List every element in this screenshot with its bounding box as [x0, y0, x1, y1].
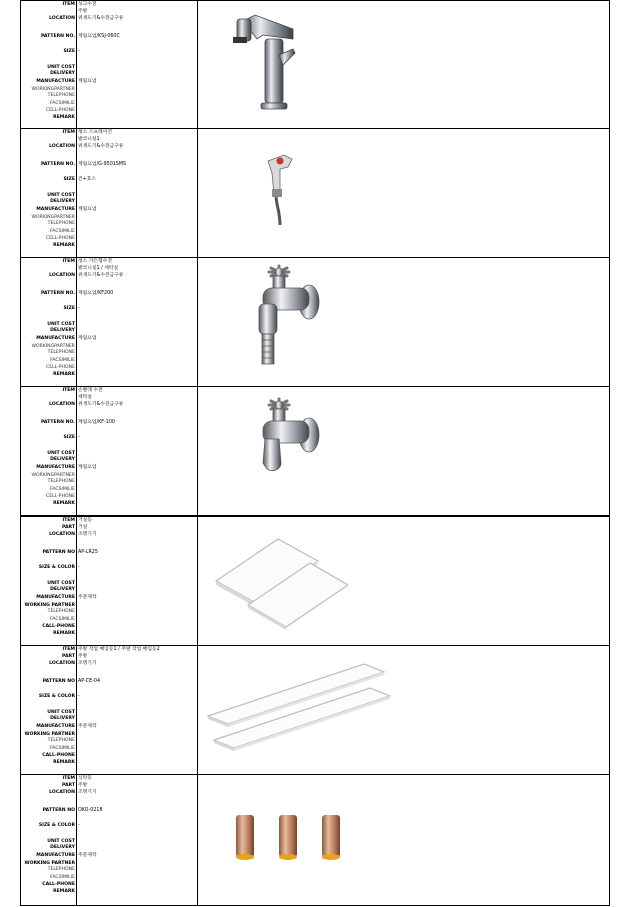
field-label: FACSIMILIE [50, 487, 75, 492]
field-value: 거실 [78, 525, 88, 530]
field-label: CELL-PHONE [46, 236, 75, 241]
field-value: 계림요업 [78, 336, 97, 341]
copper-cylinder-pendants-icon [230, 813, 350, 868]
field-value: 조명기기 [78, 532, 97, 537]
field-value: 위생도기&수전금구류 [78, 402, 124, 407]
field-label: FACSIMILIE [50, 746, 75, 751]
value-column [76, 775, 198, 905]
field-label: CALL-PHONE [42, 753, 75, 758]
field-label: DELIVERY [50, 457, 75, 462]
field-label: SIZE & COLOR [38, 565, 75, 570]
field-label: LOCATION [49, 273, 75, 278]
product-photo [198, 129, 609, 257]
field-label: LOCATION [49, 402, 75, 407]
field-label: CELL-PHONE [46, 494, 75, 499]
field-value: - [78, 694, 80, 699]
field-label: PATTERN NO. [40, 34, 75, 39]
label-column [21, 1, 77, 128]
value-column [76, 258, 198, 386]
field-label: LOCATION [49, 532, 75, 537]
field-label: WORKING PARTNER [24, 732, 75, 737]
field-label: PATTERN NO. [40, 420, 75, 425]
product-photo [198, 646, 609, 774]
field-value: 조명기기 [78, 661, 97, 666]
field-label: MANUFACTURE [36, 724, 75, 729]
field-label: CALL-PHONE [42, 882, 75, 887]
field-label: PATTERN NO [42, 550, 75, 555]
field-label: FACSIMILIE [50, 875, 75, 880]
field-label: MANUFACTURE [36, 595, 75, 600]
field-label: WORKING PARTNER [24, 861, 75, 866]
field-label: SIZE [63, 177, 75, 182]
field-label: TELEPHONE [47, 221, 75, 226]
field-value: 위생도기&수전금구류 [78, 144, 124, 149]
product-block [20, 258, 610, 387]
field-value: 거실등 [78, 518, 92, 523]
field-value: 주방 [78, 654, 88, 659]
product-block [20, 775, 610, 906]
field-label: FACSIMILIE [50, 617, 75, 622]
label-column [21, 129, 77, 257]
value-column [76, 646, 198, 774]
field-label: LOCATION [49, 661, 75, 666]
field-label: REMARK [53, 243, 75, 248]
field-value: - [78, 49, 80, 54]
field-value: 주문제작 [78, 724, 97, 729]
field-label: WORKINGPARTNER [31, 215, 75, 220]
wall-faucet-icon [243, 397, 328, 492]
field-label: UNIT COST [47, 839, 75, 844]
field-label: ITEM [62, 2, 75, 7]
field-value: 계림요업/KF200 [78, 291, 114, 296]
field-value: 발코니실1 [78, 137, 100, 142]
field-value: 식탁등 [78, 776, 92, 781]
value-column [76, 517, 198, 645]
field-label: ITEM [62, 388, 75, 393]
field-label: REMARK [53, 760, 75, 765]
field-value: AP-CE-04 [78, 679, 101, 684]
field-label: MANUFACTURE [36, 207, 75, 212]
field-label: SIZE & COLOR [38, 694, 75, 699]
product-photo [198, 1, 609, 128]
label-column [21, 646, 77, 774]
product-block [20, 517, 610, 646]
product-photo [198, 517, 609, 645]
field-value: 발코니실1 / 세탁실 [78, 266, 119, 271]
product-photo [198, 387, 609, 515]
field-label: DELIVERY [50, 199, 75, 204]
value-column [76, 1, 198, 128]
field-label: ITEM [62, 647, 75, 652]
field-value: - [78, 823, 80, 828]
field-label: PART [62, 525, 75, 530]
field-label: FACSIMILIE [50, 358, 75, 363]
field-label: TELEPHONE [47, 609, 75, 614]
pull-out-sink-faucet-icon [223, 9, 303, 119]
field-value: 주방 [78, 9, 88, 14]
field-label: DELIVERY [50, 71, 75, 76]
field-value: 싱크수전 [78, 2, 97, 7]
product-block [20, 646, 610, 775]
field-label: PART [62, 783, 75, 788]
field-value: 세탁실 [78, 395, 92, 400]
product-block [20, 129, 610, 258]
field-label: LOCATION [49, 790, 75, 795]
garden-faucet-icon [243, 264, 328, 379]
field-value: 청소 가든형수전 [78, 259, 112, 264]
field-label: TELEPHONE [47, 93, 75, 98]
field-value: 계림요업 [78, 465, 97, 470]
field-label: SIZE [63, 49, 75, 54]
field-label: REMARK [53, 501, 75, 506]
field-label: MANUFACTURE [36, 465, 75, 470]
field-label: PATTERN NO. [40, 162, 75, 167]
field-value: 손빨래 수전 [78, 388, 103, 393]
field-label: PATTERN NO. [40, 291, 75, 296]
label-column [21, 775, 77, 905]
field-label: ITEM [62, 518, 75, 523]
field-value: 주문제작 [78, 853, 97, 858]
field-value: - [78, 306, 80, 311]
field-label: REMARK [53, 631, 75, 636]
field-label: LOCATION [49, 16, 75, 21]
field-label: MANUFACTURE [36, 336, 75, 341]
field-value: 주방 작업 매입등1 / 주방 작업 매입등2 [78, 647, 160, 652]
field-label: REMARK [53, 115, 75, 120]
field-label: WORKING PARTNER [24, 603, 75, 608]
field-value: 계림요업 [78, 207, 97, 212]
field-label: ITEM [62, 259, 75, 264]
value-column [76, 387, 198, 515]
field-label: REMARK [53, 889, 75, 894]
field-label: UNIT COST [47, 581, 75, 586]
field-label: DELIVERY [50, 328, 75, 333]
field-label: REMARK [53, 372, 75, 377]
field-label: UNIT COST [47, 65, 75, 70]
field-label: CELL-PHONE [46, 108, 75, 113]
field-label: PART [62, 654, 75, 659]
field-value: 주문제작 [78, 595, 97, 600]
field-label: CALL-PHONE [42, 624, 75, 629]
field-label: WORKINGPARTNER [31, 473, 75, 478]
field-label: SIZE [63, 306, 75, 311]
spec-sheet [20, 0, 610, 906]
field-value: 주방 [78, 783, 88, 788]
label-column [21, 387, 77, 515]
field-label: DELIVERY [50, 845, 75, 850]
field-label: SIZE [63, 435, 75, 440]
field-label: MANUFACTURE [36, 79, 75, 84]
field-label: UNIT COST [47, 322, 75, 327]
linear-ceiling-panels-icon [206, 660, 391, 760]
field-value: 위생도기&수전금구류 [78, 16, 124, 21]
product-block [20, 0, 610, 129]
field-value: 계림요업/G-9501SMS [78, 162, 127, 167]
field-value: - [78, 565, 80, 570]
field-value: 조명기기 [78, 790, 97, 795]
product-photo [198, 775, 609, 905]
field-label: PATTERN NO [42, 808, 75, 813]
field-value: - [78, 435, 80, 440]
field-label: TELEPHONE [47, 479, 75, 484]
field-value: 청소 스프레이건 [78, 130, 112, 135]
field-value: 계림요업 [78, 79, 97, 84]
field-label: TELEPHONE [47, 738, 75, 743]
field-label: FACSIMILIE [50, 101, 75, 106]
field-label: UNIT COST [47, 451, 75, 456]
field-value: 계림요업/KSJ-060C [78, 34, 120, 39]
field-label: WORKINGPARTNER [31, 87, 75, 92]
field-label: SIZE & COLOR [38, 823, 75, 828]
field-label: FACSIMILIE [50, 229, 75, 234]
field-label: CELL-PHONE [46, 365, 75, 370]
field-label: PATTERN NO [42, 679, 75, 684]
field-label: ITEM [62, 776, 75, 781]
field-value: 계림요업/KF-100 [78, 420, 115, 425]
field-label: MANUFACTURE [36, 853, 75, 858]
square-ceiling-panels-icon [208, 535, 348, 635]
spray-gun-icon [258, 149, 303, 229]
field-value: AP-LR25 [78, 550, 98, 555]
value-column [76, 129, 198, 257]
field-label: ITEM [62, 130, 75, 135]
field-value: OKO-0218 [78, 808, 103, 813]
field-label: TELEPHONE [47, 867, 75, 872]
field-label: UNIT COST [47, 710, 75, 715]
field-label: DELIVERY [50, 587, 75, 592]
product-block [20, 387, 610, 517]
field-label: TELEPHONE [47, 350, 75, 355]
product-photo [198, 258, 609, 386]
field-label: DELIVERY [50, 716, 75, 721]
label-column [21, 517, 77, 645]
field-label: UNIT COST [47, 193, 75, 198]
field-label: WORKINGPARTNER [31, 344, 75, 349]
field-value: 건+호스 [78, 177, 96, 182]
field-label: LOCATION [49, 144, 75, 149]
field-value: 위생도기&수전금구류 [78, 273, 124, 278]
label-column [21, 258, 77, 386]
